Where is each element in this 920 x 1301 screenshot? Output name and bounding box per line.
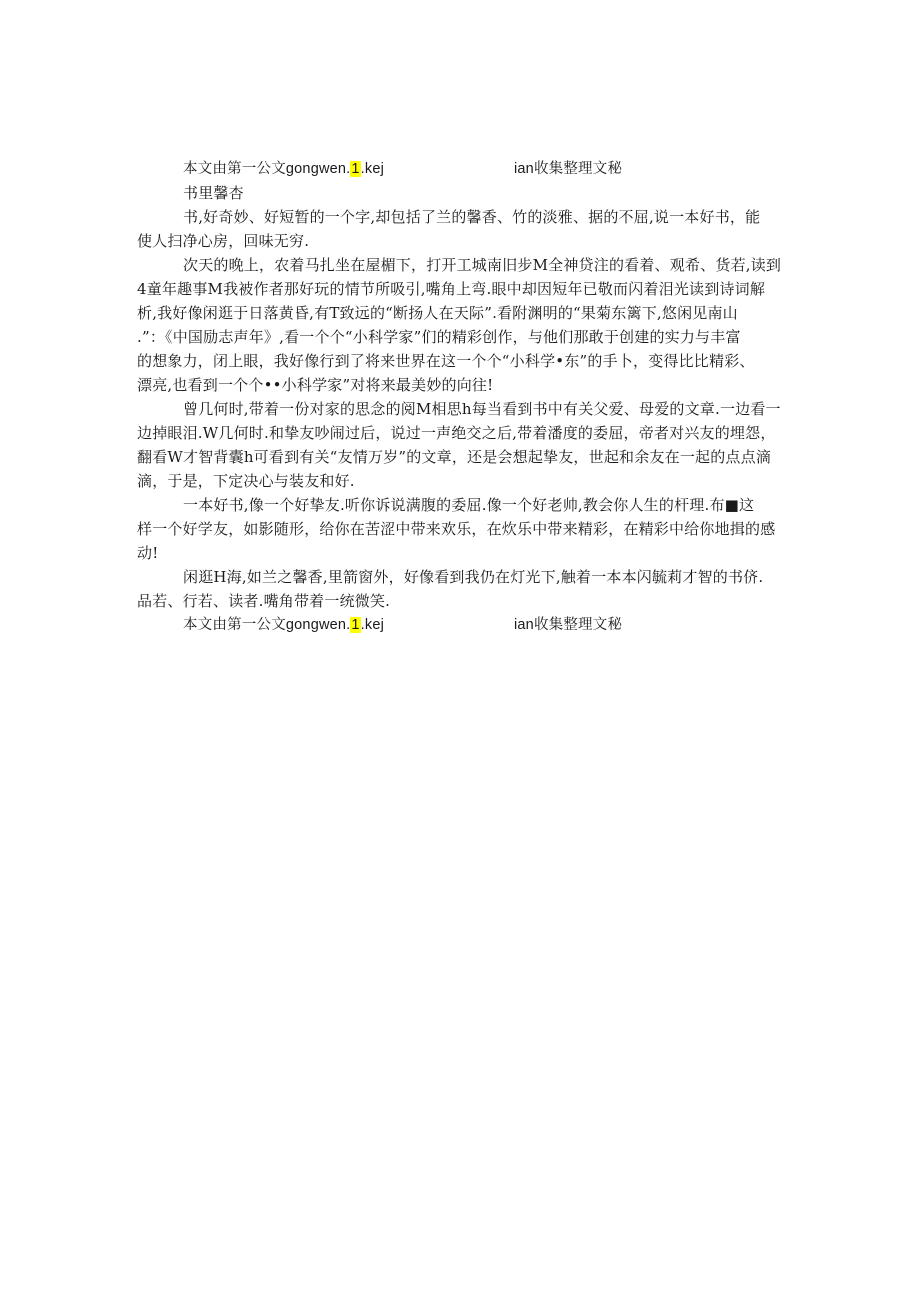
paragraph-line: 动! xyxy=(137,544,159,562)
paragraph-line: 使人扫净心房，回味无穷. xyxy=(137,232,310,250)
paragraph-line: 翻看W才智背囊h可看到有关“友情万岁”的文章，还是会想起挚友，世起和余友在一起的点点滴 xyxy=(137,448,772,466)
footer-source-suffix: .kej xyxy=(360,617,385,633)
paragraph-line: 一本好书,像一个好挚友.听你诉说满腹的委屈.像一个好老帅,教会你人生的杆理.布■这 xyxy=(183,496,755,514)
paragraph-line: 样一个好学友，如影随形，给你在苦涩中带来欢乐，在炊乐中带来精彩，在精彩中给你地揖的感 xyxy=(137,520,776,538)
footer-collector-text: ian收集整理文秘 xyxy=(514,617,623,633)
paragraph-line: 闲逛H海,如兰之馨香,里箭窗外，好像看到我仍在灯光下,触着一本本闪毓莉才智的书侪. xyxy=(183,568,764,586)
document-header xyxy=(137,157,785,181)
footer-source-prefix: 本文由第一公文gongwen. xyxy=(183,617,351,633)
header-source-text xyxy=(183,157,384,181)
paragraph-4 xyxy=(137,493,785,565)
header-collector-text: ian收集整理文秘 xyxy=(514,161,623,177)
paragraph-line: 析,我好像闲逛于日落黄昏,有T致远的“断扬人在天际”.看附渊明的“果菊东篱下,悠闲见南山 xyxy=(137,304,738,322)
paragraph-line: 次天的晚上，农着马扎坐在屋楣下，打开工城南旧步M全神贷注的看着、观希、货若,读到 xyxy=(183,256,782,274)
document-page xyxy=(137,157,785,637)
paragraph-line: 书,好奇妙、好短暂的一个字,却包括了兰的馨香、竹的淡雅、据的不屈,说一本好书，能 xyxy=(183,208,761,226)
paragraph-5 xyxy=(137,565,785,613)
paragraph-line: 滴，于是，下定决心与装友和好. xyxy=(137,472,355,490)
paragraph-line: 边掉眼泪.W几何时.和挚友吵闹过后，说过一声绝交之后,带着潘度的委屈，帝者对兴友的埋怨， xyxy=(137,424,776,442)
paragraph-3 xyxy=(137,397,785,493)
header-highlight: 1 xyxy=(351,161,360,177)
paragraph-line: .”：《中国励志声年》,看一个个“小科学家”们的精彩创作，与他们那敢于创建的实力与丰富 xyxy=(137,328,741,346)
paragraph-line: 的想象力，闭上眼，我好像行到了将来世界在这一个个“小科学•东”的手卜，变得比比精彩、 xyxy=(137,352,755,370)
article-title: 书里馨杏 xyxy=(183,184,244,202)
header-source-suffix: .kej xyxy=(360,161,385,177)
paragraph-line: 4童年趣事M我被作者那好玩的情节所吸引,嘴角上弯.眼中却因短年已敬而闪着泪光读到诗词解 xyxy=(137,280,766,298)
paragraph-line: 漂亮,也看到一个个••小科学家”对将来最美妙的向往! xyxy=(137,376,494,394)
document-footer xyxy=(137,613,785,637)
paragraph-1 xyxy=(137,205,785,253)
header-source-prefix: 本文由第一公文gongwen. xyxy=(183,161,351,177)
paragraph-line: 曾几何时,带着一份对家的思念的阅M相思h每当看到书中有关父爱、母爱的文章.一边看一 xyxy=(183,400,781,418)
paragraph-2 xyxy=(137,253,785,397)
footer-source-text xyxy=(183,613,384,637)
paragraph-line: 品若、行若、读者.嘴角带着一统微笑. xyxy=(137,592,391,610)
footer-highlight: 1 xyxy=(351,617,360,633)
